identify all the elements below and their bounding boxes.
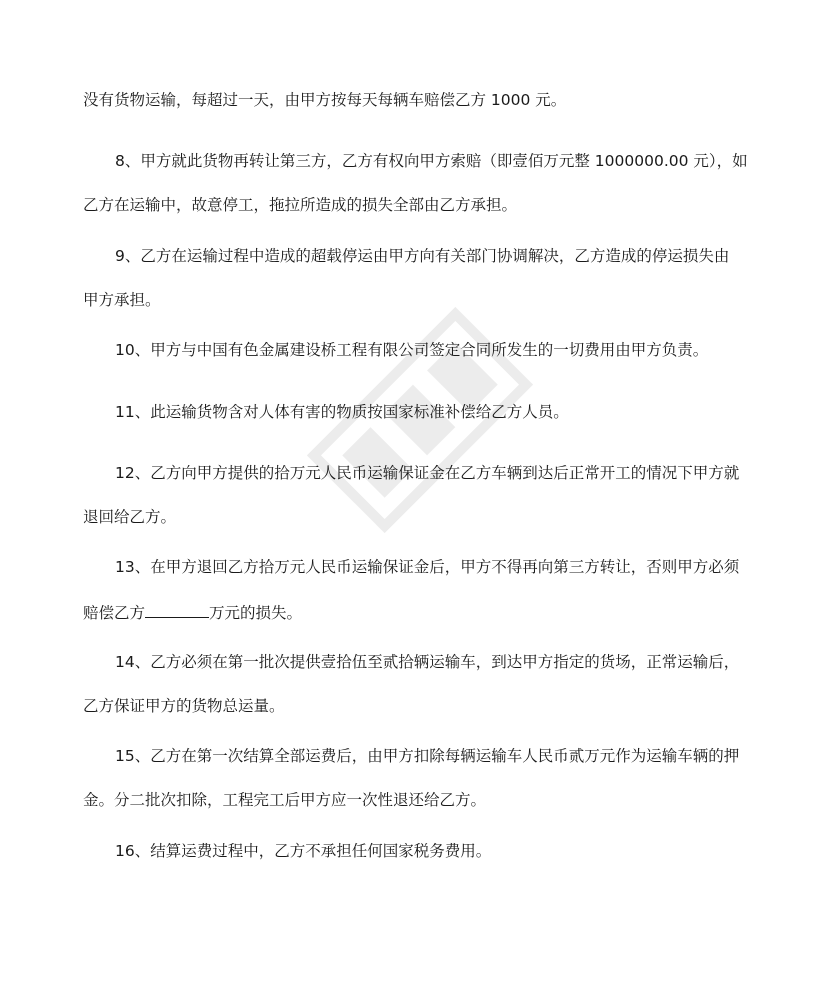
clause-9 [83, 248, 753, 308]
clause-line: 乙方在运输中，故意停工，拖拉所造成的损失全部由乙方承担。 [83, 196, 518, 214]
clause-line [83, 603, 753, 622]
clause-14 [83, 654, 753, 714]
clause-7-continued [83, 92, 753, 108]
clause-16 [83, 843, 753, 859]
clause-8 [83, 153, 753, 213]
clause-line: 16、结算运费过程中，乙方不承担任何国家税务费用。 [115, 842, 492, 860]
clause-13 [83, 558, 753, 622]
clause-10 [83, 342, 753, 358]
clause-line: 14、乙方必须在第一批次提供壹拾伍至贰拾辆运输车，到达甲方指定的货场，正常运输后， [115, 653, 740, 671]
clause-12 [83, 465, 753, 525]
clause-line: 金。分二批次扣除，工程完工后甲方应一次性退还给乙方。 [83, 791, 487, 809]
clause-line: 13、在甲方退回乙方拾万元人民币运输保证金后，甲方不得再向第三方转让，否则甲方必须 [115, 558, 740, 576]
clause-11 [83, 404, 753, 420]
clause-line: 11、此运输货物含对人体有害的物质按国家标准补偿给乙方人员。 [115, 403, 569, 421]
clause-line: 甲方承担。 [83, 291, 161, 309]
clause-line: 15、乙方在第一次结算全部运费后，由甲方扣除每辆运输车人民币贰万元作为运输车辆的押 [115, 747, 740, 765]
clause-line: 没有货物运输，每超过一天，由甲方按每天每辆车赔偿乙方 1000 元。 [83, 91, 567, 109]
clause-13-text-before-blank: 赔偿乙方 [83, 604, 146, 622]
clause-line: 10、甲方与中国有色金属建设桥工程有限公司签定合同所发生的一切费用由甲方负责。 [115, 341, 709, 359]
clause-line: 退回给乙方。 [83, 508, 177, 526]
fill-in-blank [145, 603, 209, 618]
clause-15 [83, 748, 753, 808]
clause-line: 8、甲方就此货物再转让第三方，乙方有权向甲方索赔（即壹佰万元整 1000000.00 元），如 [115, 152, 748, 170]
clause-line: 12、乙方向甲方提供的拾万元人民币运输保证金在乙方车辆到达后正常开工的情况下甲方就 [115, 464, 740, 482]
clause-line: 9、乙方在运输过程中造成的超载停运由甲方向有关部门协调解决，乙方造成的停运损失由 [115, 247, 730, 265]
clause-line: 乙方保证甲方的货物总运量。 [83, 697, 285, 715]
clause-13-text-after-blank: 万元的损失。 [209, 604, 303, 622]
